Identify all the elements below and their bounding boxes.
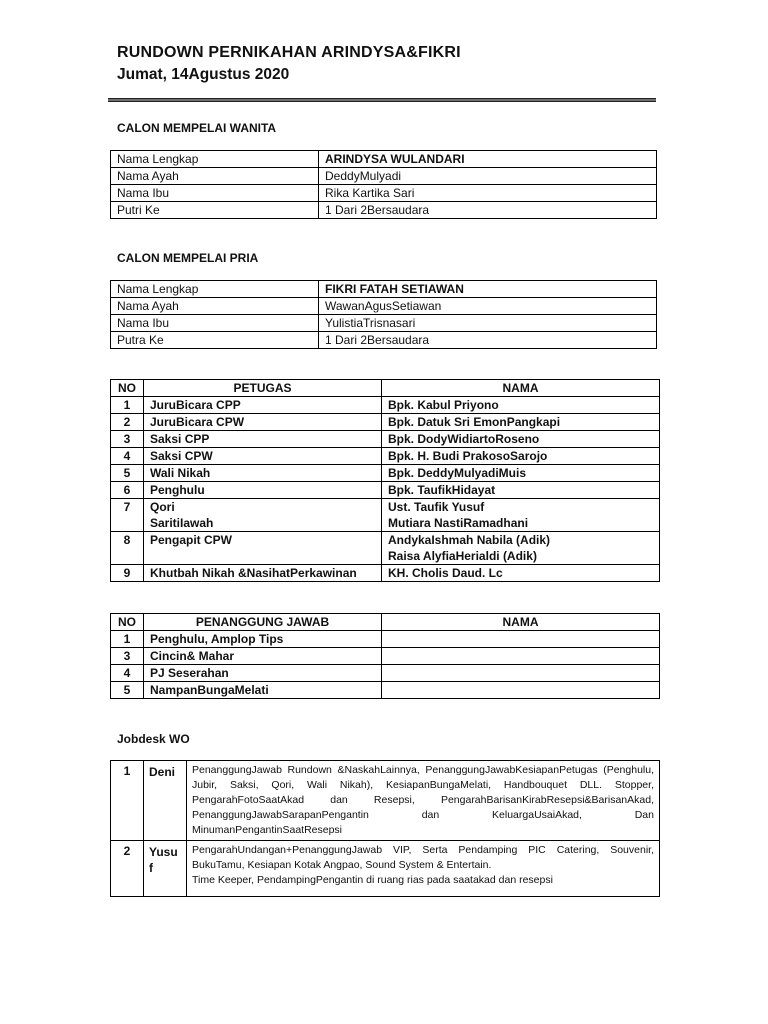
table-row bbox=[111, 631, 660, 648]
row-number: 1 bbox=[111, 761, 144, 841]
col-header-officer: PETUGAS bbox=[144, 380, 382, 397]
officer-name: Bpk. DodyWidiartoRoseno bbox=[382, 431, 660, 448]
staff-name: Deni bbox=[144, 761, 187, 841]
bride-label-mother: Nama Ibu bbox=[111, 185, 319, 202]
col-header-no: NO bbox=[111, 380, 144, 397]
row-number: 1 bbox=[111, 397, 144, 414]
bride-mother: Rika Kartika Sari bbox=[319, 185, 657, 202]
officer-name: AndykaIshmah Nabila (Adik) bbox=[388, 533, 551, 547]
col-header-responsible: PENANGGUNG JAWAB bbox=[144, 614, 382, 631]
table-row bbox=[111, 298, 657, 315]
table-row bbox=[111, 841, 660, 897]
table-row bbox=[111, 565, 660, 582]
table-row bbox=[111, 682, 660, 699]
responsibility: Cincin& Mahar bbox=[144, 648, 382, 665]
table-row bbox=[111, 185, 657, 202]
officer-role: SaritiIawah bbox=[144, 515, 382, 532]
table-row bbox=[111, 315, 657, 332]
row-number: 4 bbox=[111, 448, 144, 465]
job-description: PengarahUndangan+PenanggungJawab VIP, Serta Pendamping PIC Catering, Souvenir, BukuTamu, Kesiapan Kotak Angpao, Sound System & Entertain. bbox=[192, 844, 654, 871]
table-row bbox=[111, 761, 660, 841]
groom-label-full-name: Nama Lengkap bbox=[111, 281, 319, 298]
bride-father: DeddyMulyadi bbox=[319, 168, 657, 185]
responsible-name bbox=[382, 648, 660, 665]
bride-label-full-name: Nama Lengkap bbox=[111, 151, 319, 168]
row-number: 5 bbox=[111, 682, 144, 699]
responsibility: NampanBungaMelati bbox=[144, 682, 382, 699]
job-description: PenanggungJawab Rundown &NaskahLainnya, PenanggungJawabKesiapanPetugas (Penghulu, Jubir, Saksi, Qori, Wali Nikah), KesiapanBungaMelati, Handbouquet DLL. Stopper, PengarahFotoSaatAkad dan Resepsi, PengarahBarisanKirabResepsi&BarisanAkad, PenanggungJawabSarapanPengantin dan KeluargaUsaiAkad, Dan MinumanPengantinSaatResepsi bbox=[187, 761, 660, 841]
table-header-row bbox=[111, 380, 660, 397]
groom-father: WawanAgusSetiawan bbox=[319, 298, 657, 315]
row-number: 2 bbox=[111, 414, 144, 431]
col-header-name: NAMA bbox=[382, 380, 660, 397]
officer-role: Saksi CPP bbox=[144, 431, 382, 448]
officer-name: KH. Cholis Daud. Lc bbox=[382, 565, 660, 582]
table-row bbox=[111, 332, 657, 349]
table-row bbox=[111, 665, 660, 682]
officer-role: Penghulu bbox=[144, 482, 382, 499]
row-number: 3 bbox=[111, 648, 144, 665]
table-row bbox=[111, 515, 660, 532]
groom-label-father: Nama Ayah bbox=[111, 298, 319, 315]
officer-name: Ust. Taufik Yusuf bbox=[382, 499, 660, 516]
table-row bbox=[111, 532, 660, 565]
row-number: 7 bbox=[111, 499, 144, 532]
page-title: RUNDOWN PERNIKAHAN ARINDYSA&FIKRI bbox=[117, 44, 461, 61]
groom-table bbox=[110, 280, 657, 349]
responsibility: PJ Seserahan bbox=[144, 665, 382, 682]
col-header-no: NO bbox=[111, 614, 144, 631]
groom-heading: CALON MEMPELAI PRIA bbox=[117, 251, 259, 265]
officer-name: Mutiara NastiRamadhani bbox=[382, 515, 660, 532]
groom-order: 1 Dari 2Bersaudara bbox=[319, 332, 657, 349]
job-description-extra: Time Keeper, PendampingPengantin di ruang rias pada saatakad dan resepsi bbox=[192, 874, 553, 886]
job-description-cell bbox=[187, 841, 660, 897]
responsible-name bbox=[382, 682, 660, 699]
officer-name-second: Raisa AlyfiaHerialdi (Adik) bbox=[388, 549, 537, 563]
groom-mother: YulistiaTrisnasari bbox=[319, 315, 657, 332]
row-number: 5 bbox=[111, 465, 144, 482]
responsible-table bbox=[110, 613, 660, 699]
row-number: 4 bbox=[111, 665, 144, 682]
row-number: 1 bbox=[111, 631, 144, 648]
officer-name: Bpk. Datuk Sri EmonPangkapi bbox=[382, 414, 660, 431]
officer-role: Qori bbox=[144, 499, 382, 516]
bride-heading: CALON MEMPELAI WANITA bbox=[117, 121, 277, 135]
bride-label-father: Nama Ayah bbox=[111, 168, 319, 185]
groom-label-order: Putra Ke bbox=[111, 332, 319, 349]
staff-name: Yusu f bbox=[144, 841, 187, 897]
bride-label-order: Putri Ke bbox=[111, 202, 319, 219]
table-row bbox=[111, 499, 660, 516]
row-number: 3 bbox=[111, 431, 144, 448]
bride-order: 1 Dari 2Bersaudara bbox=[319, 202, 657, 219]
table-row bbox=[111, 448, 660, 465]
jobdesk-table bbox=[110, 760, 660, 897]
table-row bbox=[111, 281, 657, 298]
officer-role: Saksi CPW bbox=[144, 448, 382, 465]
table-row bbox=[111, 648, 660, 665]
table-row bbox=[111, 151, 657, 168]
groom-full-name: FIKRI FATAH SETIAWAN bbox=[319, 281, 657, 298]
row-number: 8 bbox=[111, 532, 144, 565]
bride-full-name: ARINDYSA WULANDARI bbox=[319, 151, 657, 168]
table-row bbox=[111, 202, 657, 219]
officer-name: Bpk. Kabul Priyono bbox=[382, 397, 660, 414]
officer-role: Khutbah Nikah &NasihatPerkawinan bbox=[144, 565, 382, 582]
officer-name: Bpk. DeddyMulyadiMuis bbox=[382, 465, 660, 482]
groom-label-mother: Nama Ibu bbox=[111, 315, 319, 332]
table-row bbox=[111, 168, 657, 185]
officer-role: JuruBicara CPW bbox=[144, 414, 382, 431]
event-date: Jumat, 14Agustus 2020 bbox=[117, 66, 290, 83]
officer-role: Wali Nikah bbox=[144, 465, 382, 482]
responsible-name bbox=[382, 665, 660, 682]
row-number: 9 bbox=[111, 565, 144, 582]
header-divider bbox=[108, 98, 656, 102]
officer-name-pair bbox=[382, 532, 660, 565]
table-row bbox=[111, 397, 660, 414]
table-row bbox=[111, 414, 660, 431]
responsibility: Penghulu, Amplop Tips bbox=[144, 631, 382, 648]
table-row bbox=[111, 482, 660, 499]
officer-name: Bpk. TaufikHidayat bbox=[382, 482, 660, 499]
officer-role: JuruBicara CPP bbox=[144, 397, 382, 414]
officer-name: Bpk. H. Budi PrakosoSarojo bbox=[382, 448, 660, 465]
officer-role: Pengapit CPW bbox=[144, 532, 382, 565]
officers-table bbox=[110, 379, 660, 582]
bride-table bbox=[110, 150, 657, 219]
row-number: 6 bbox=[111, 482, 144, 499]
col-header-name: NAMA bbox=[382, 614, 660, 631]
row-number: 2 bbox=[111, 841, 144, 897]
responsible-name bbox=[382, 631, 660, 648]
table-header-row bbox=[111, 614, 660, 631]
table-row bbox=[111, 431, 660, 448]
jobdesk-heading: Jobdesk WO bbox=[117, 732, 190, 746]
table-row bbox=[111, 465, 660, 482]
